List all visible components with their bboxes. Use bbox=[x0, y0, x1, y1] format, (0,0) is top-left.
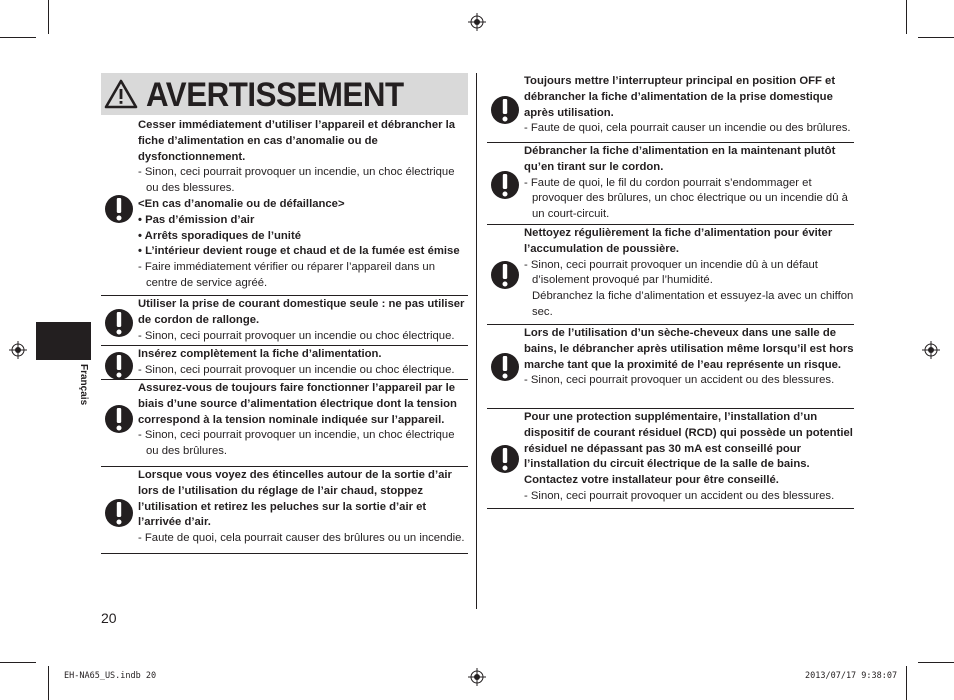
warning-consequence: - Faire immédiatement vérifier ou réparer l’appareil dans un centre de service agréé. bbox=[138, 261, 435, 289]
crop-mark bbox=[0, 662, 36, 663]
crop-mark bbox=[0, 37, 36, 38]
warning-item bbox=[487, 325, 854, 409]
warning-consequence: - Sinon, ceci pourrait provoquer un incendie, un choc électrique ou des blessures. bbox=[138, 166, 455, 195]
warning-statement: • Pas d’émission d’air bbox=[138, 213, 255, 226]
mandatory-action-icon bbox=[491, 168, 519, 207]
warning-consequence: Débranchez la fiche d’alimentation et essuyez-la avec un chiffon sec. bbox=[532, 290, 854, 318]
crop-mark bbox=[918, 37, 954, 38]
mandatory-action-icon bbox=[105, 306, 133, 345]
mandatory-action-icon bbox=[491, 350, 519, 389]
crop-mark bbox=[918, 662, 954, 663]
page-title: AVERTISSEMENT bbox=[146, 76, 404, 114]
warning-item bbox=[101, 467, 468, 554]
warning-item bbox=[487, 409, 854, 509]
warning-consequence: - Sinon, ceci pourrait provoquer un accident ou des blessures. bbox=[524, 489, 835, 502]
warning-consequence: - Sinon, ceci pourrait provoquer un accident ou des blessures. bbox=[524, 374, 835, 387]
warning-statement: Utiliser la prise de courant domestique seule : ne pas utiliser de cordon de rallonge. bbox=[138, 298, 465, 326]
mandatory-action-icon bbox=[105, 192, 133, 231]
warning-statement: Pour une protection supplémentaire, l’installation d’un dispositif de courant résiduel (RCD) qui possède un potentiel résiduel ne dépassant pas 30 mA est conseillé pour l’installation du circuit électrique de la salle de bains. Contactez votre installateur pour être conseillé. bbox=[524, 411, 853, 487]
crop-mark bbox=[906, 666, 907, 700]
warning-consequence: - Faute de quoi, le fil du cordon pourrait s’endommager et provoquer des brûlures, un choc électrique ou un incendie dû à un court-circuit. bbox=[524, 176, 848, 221]
warning-item bbox=[487, 143, 854, 225]
mandatory-action-icon bbox=[105, 496, 133, 535]
warning-statement: Cesser immédiatement d’utiliser l’appareil et débrancher la fiche d’alimentation en cas d’anomalie ou de dysfonctionnement. bbox=[138, 119, 456, 163]
warning-consequence: - Sinon, ceci pourrait provoquer un incendie ou choc électrique. bbox=[138, 329, 455, 342]
mandatory-action-icon bbox=[491, 442, 519, 481]
column-divider bbox=[476, 73, 477, 609]
warning-item bbox=[101, 296, 468, 346]
warning-consequence: - Faute de quoi, cela pourrait causer des brûlures ou un incendie. bbox=[138, 532, 465, 545]
warning-statement: Insérez complètement la fiche d’alimentation. bbox=[138, 348, 382, 360]
page-number: 20 bbox=[101, 610, 117, 626]
warning-item bbox=[487, 225, 854, 325]
warning-item bbox=[101, 380, 468, 467]
warning-consequence: - Sinon, ceci pourrait provoquer un incendie dû à un défaut d’isolement provoqué par l’humidité. bbox=[524, 258, 818, 287]
crop-mark bbox=[48, 0, 49, 34]
warning-statement: Nettoyez régulièrement la fiche d’alimentation pour éviter l’accumulation de poussière. bbox=[524, 227, 833, 255]
warning-statement: <En cas d’anomalie ou de défaillance> bbox=[138, 197, 345, 210]
right-column bbox=[487, 73, 854, 509]
footer-timestamp: 2013/07/17 9:38:07 bbox=[805, 671, 898, 681]
warning-statement: • L’intérieur devient rouge et chaud et de la fumée est émise bbox=[138, 245, 460, 258]
mandatory-action-icon bbox=[105, 402, 133, 441]
mandatory-action-icon bbox=[491, 93, 519, 132]
warning-triangle-icon bbox=[103, 78, 139, 110]
mandatory-action-icon bbox=[491, 258, 519, 297]
left-column bbox=[101, 117, 468, 554]
warning-statement: Assurez-vous de toujours faire fonctionner l’appareil par le biais d’une source d’alimentation électrique dont la tension correspond à la tension nominale indiquée sur l’appareil. bbox=[138, 382, 457, 426]
registration-mark-icon bbox=[468, 668, 486, 686]
crop-mark bbox=[48, 666, 49, 700]
warning-statement: • Arrêts sporadiques de l’unité bbox=[138, 229, 301, 242]
language-tab bbox=[36, 322, 91, 360]
warning-item bbox=[487, 73, 854, 143]
warning-item bbox=[101, 346, 468, 380]
warning-consequence: - Sinon, ceci pourrait provoquer un incendie, un choc électrique ou des brûlures. bbox=[138, 429, 455, 458]
language-label: Français bbox=[78, 364, 89, 406]
warning-item bbox=[101, 117, 468, 296]
warning-statement: Débrancher la fiche d’alimentation en la maintenant plutôt qu’en tirant sur le cordon. bbox=[524, 145, 836, 173]
registration-mark-icon bbox=[468, 13, 486, 31]
warning-statement: Lorsque vous voyez des étincelles autour de la sortie d’air lors de l’utilisation du réglage de l’air chaud, stoppez l’utilisation et retirez les peluches sur la sortie d’air et l’arrivée d’air. bbox=[138, 469, 452, 529]
warning-header bbox=[101, 73, 468, 115]
footer-file: EH-NA65_US.indb 20 bbox=[64, 671, 157, 681]
warning-consequence: - Faute de quoi, cela pourrait causer un incendie ou des brûlures. bbox=[524, 122, 851, 135]
warning-statement: Lors de l’utilisation d’un sèche-cheveux dans une salle de bains, le débrancher après utilisation même lorsqu’il est hors marche tant que la proximité de l’eau représente un risque. bbox=[524, 327, 854, 371]
warning-statement: Toujours mettre l’interrupteur principal en position OFF et débrancher la fiche d’alimentation de la prise domestique après utilisation. bbox=[524, 75, 836, 119]
warning-consequence: - Sinon, ceci pourrait provoquer un incendie ou choc électrique. bbox=[138, 363, 455, 376]
crop-mark bbox=[906, 0, 907, 34]
registration-mark-icon bbox=[922, 341, 940, 359]
registration-mark-icon bbox=[9, 341, 27, 359]
